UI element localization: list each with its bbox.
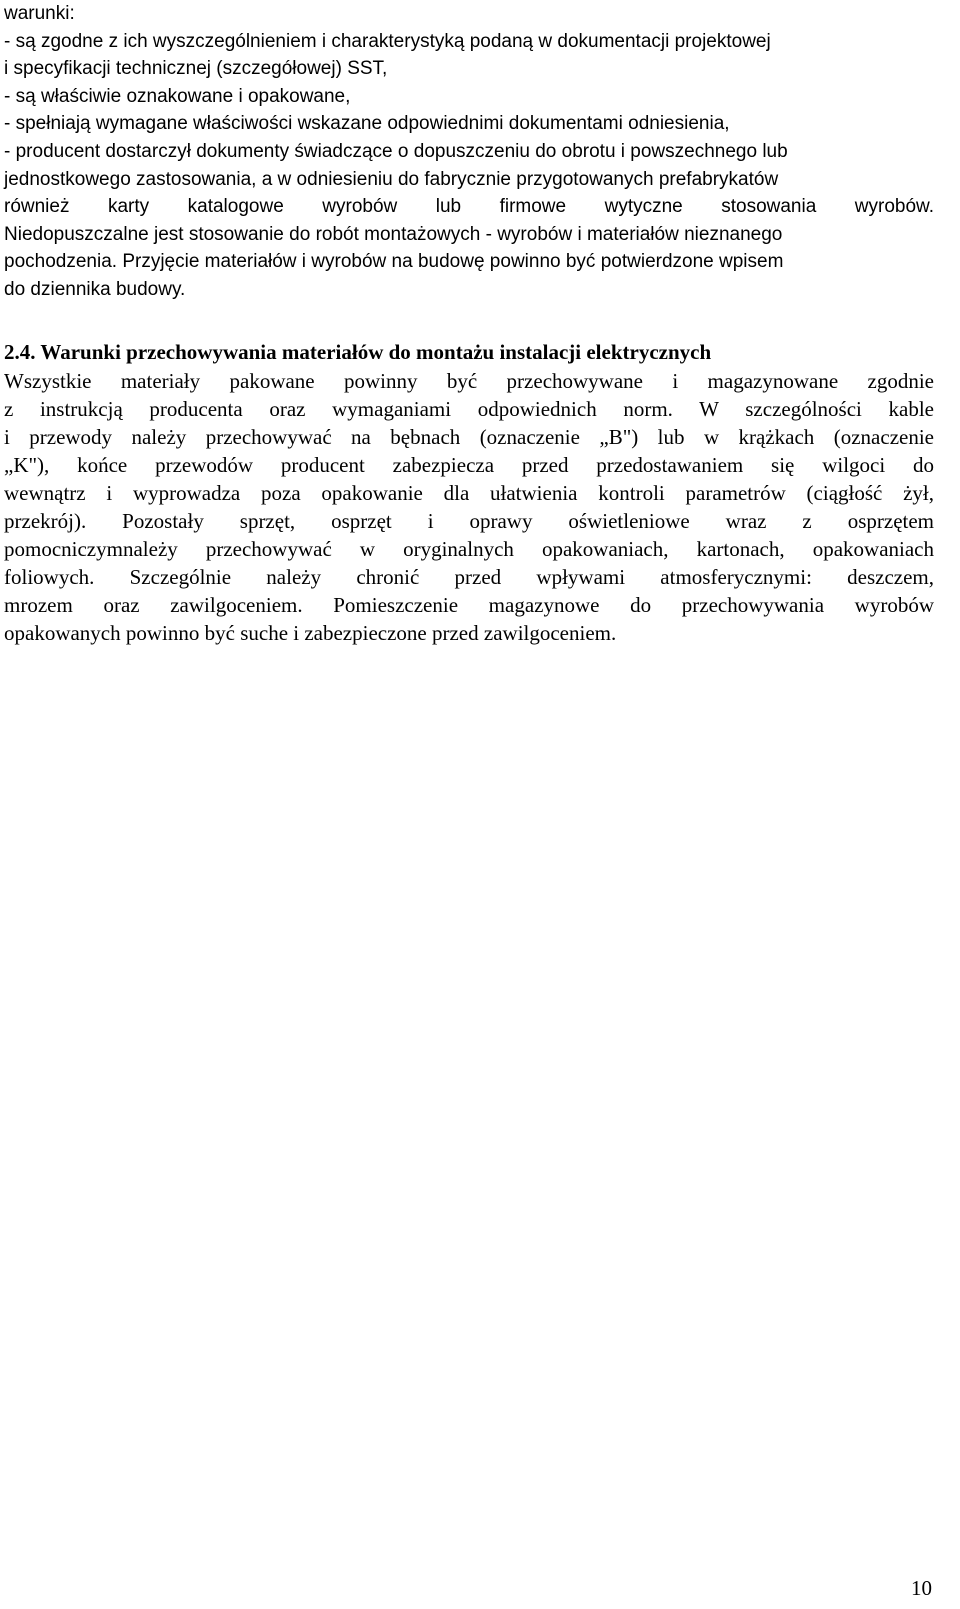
paragraph-line: „K"), końce przewodów producent zabezpiecza przed przedostawaniem się wilgoci do	[4, 452, 934, 477]
text-line: warunki:	[4, 3, 75, 24]
paragraph-line: przekrój). Pozostały sprzęt, osprzęt i oprawy oświetleniowe wraz z osprzętem	[4, 509, 934, 534]
text-line: - producent dostarczył dokumenty świadczące o dopuszczeniu do obrotu i powszechnego lub	[4, 140, 788, 162]
text-line: i specyfikacji technicznej (szczegółowej) SST,	[4, 58, 388, 80]
document-intro	[4, 0, 934, 304]
paragraph-line: z instrukcją producenta oraz wymaganiami odpowiednich norm. W szczególności kable	[4, 396, 934, 421]
text-line: - są właściwie oznakowane i opakowane,	[4, 85, 351, 107]
text-line: Niedopuszczalne jest stosowanie do robót montażowych - wyrobów i materiałów nieznanego	[4, 223, 783, 245]
paragraph-line: foliowych. Szczególnie należy chronić przed wpływami atmosferycznymi: deszczem,	[4, 565, 934, 590]
paragraph-line: i przewody należy przechowywać na bębnach (oznaczenie „B") lub w krążkach (oznaczenie	[4, 424, 934, 449]
paragraph-line: pomocniczymnależy przechowywać w oryginalnych opakowaniach, kartonach, opakowaniach	[4, 537, 934, 562]
text-line: do dziennika budowy.	[4, 278, 186, 300]
section-heading: 2.4. Warunki przechowywania materiałów do montażu instalacji elektrycznych	[4, 340, 712, 364]
paragraph-line: mrozem oraz zawilgoceniem. Pomieszczenie magazynowe do przechowywania wyrobów	[4, 593, 934, 618]
page-number: 10	[911, 1576, 932, 1600]
paragraph-line: Wszystkie materiały pakowane powinny być przechowywane i magazynowane zgodnie	[4, 368, 934, 393]
paragraph-line: wewnątrz i wyprowadza poza opakowanie dla ułatwienia kontroli parametrów (ciągłość żył,	[4, 480, 934, 505]
text-line: - spełniają wymagane właściwości wskazane odpowiednimi dokumentami odniesienia,	[4, 113, 730, 135]
text-line: - są zgodne z ich wyszczególnieniem i charakterystyką podaną w dokumentacji projektowej	[4, 30, 771, 52]
text-line: pochodzenia. Przyjęcie materiałów i wyrobów na budowę powinno być potwierdzone wpisem	[4, 251, 784, 273]
text-line: również karty katalogowe wyrobów lub firmowe wytyczne stosowania wyrobów.	[4, 196, 934, 218]
paragraph-line: opakowanych powinno być suche i zabezpieczone przed zawilgoceniem.	[4, 621, 617, 646]
storage-section	[4, 339, 934, 648]
text-line: jednostkowego zastosowania, a w odniesieniu do fabrycznie przygotowanych prefabrykatów	[4, 168, 779, 190]
